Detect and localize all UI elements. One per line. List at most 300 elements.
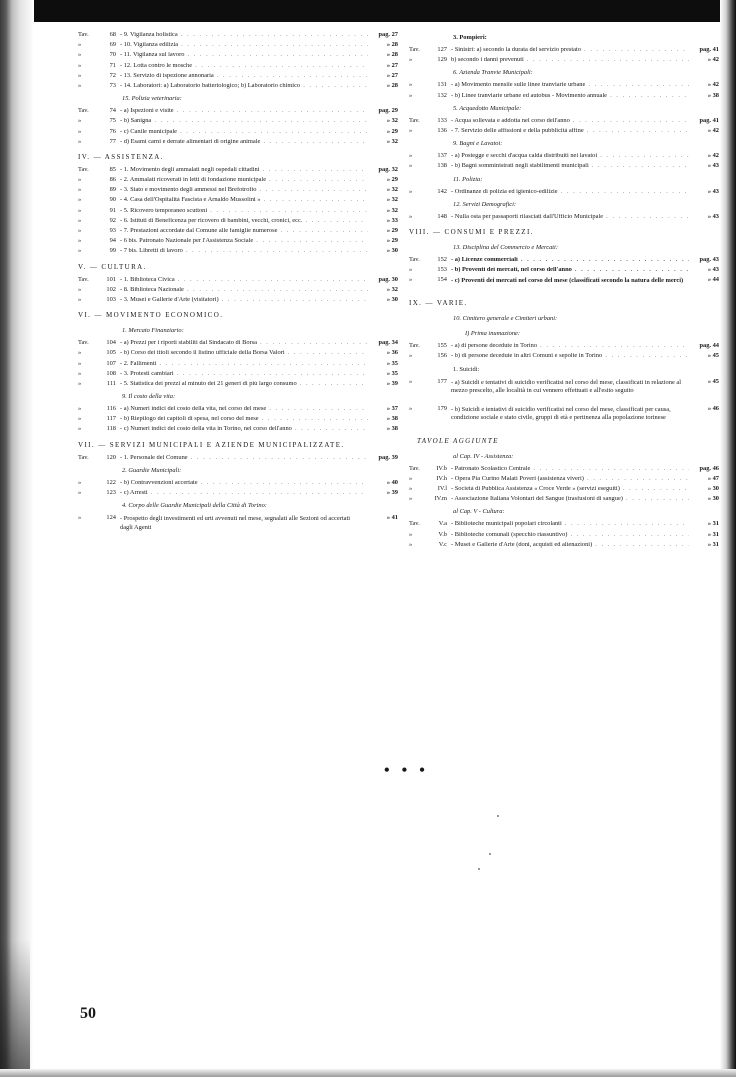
table-number: 86 bbox=[109, 176, 116, 184]
index-entry bbox=[78, 177, 398, 187]
page-reference: » 41 bbox=[386, 514, 398, 522]
index-entry bbox=[78, 490, 398, 500]
page-reference: » 38 bbox=[386, 425, 398, 433]
index-entry bbox=[409, 57, 719, 67]
table-prefix: » bbox=[78, 349, 82, 357]
index-entry bbox=[409, 163, 719, 173]
index-entry bbox=[409, 486, 719, 496]
table-prefix: » bbox=[78, 478, 82, 486]
section-heading: TAVOLE AGGIUNTE bbox=[417, 436, 499, 445]
table-prefix: » bbox=[78, 41, 82, 49]
entry-title: - d) Esami carni e derrate alimentari di origine animale . . . bbox=[120, 139, 368, 145]
subsection-heading: 4. Corpo delle Guardie Municipali della Città di Torino: bbox=[122, 502, 267, 510]
table-number: 133 bbox=[437, 116, 447, 124]
table-prefix: Tav. bbox=[78, 31, 89, 38]
index-entry bbox=[409, 257, 719, 267]
index-entry bbox=[78, 287, 398, 297]
scan-speck bbox=[497, 815, 499, 817]
page-reference: » 28 bbox=[386, 41, 398, 49]
table-number: 69 bbox=[109, 41, 116, 49]
entry-title: - c) Proventi dei mercati nel corso del mese (classificati secondo la natura delle merci) bbox=[451, 277, 684, 285]
page-reference: pag. 29 bbox=[378, 107, 398, 115]
table-prefix: » bbox=[409, 56, 413, 64]
table-number: 120 bbox=[106, 453, 116, 461]
index-entry bbox=[78, 139, 398, 149]
scan-speck bbox=[489, 853, 491, 855]
index-entry bbox=[78, 63, 398, 73]
index-entry bbox=[78, 73, 398, 83]
table-number: 89 bbox=[109, 186, 116, 194]
entry-title: - 6. Istituti di Beneficenza per ricovero di bambini, vecchi, cronici, ecc. . . . bbox=[120, 218, 368, 224]
index-entry bbox=[409, 379, 719, 406]
entry-title: - b) Bagni somministrati negli stabilimenti municipali . . . bbox=[451, 163, 689, 169]
entry-title: - a) Suicidi e tentativi di suicidio verificatisi nel corso del mese, classificati in relazione al mezzo prescelto, alle località in cui vennero effettuati e all'esito seguito bbox=[451, 378, 681, 395]
table-prefix: Tav. bbox=[78, 453, 89, 461]
table-prefix: » bbox=[409, 212, 413, 220]
index-entry bbox=[409, 353, 719, 363]
index-entry bbox=[78, 340, 398, 350]
page-reference: » 31 bbox=[707, 520, 719, 528]
page-reference: pag. 39 bbox=[378, 453, 398, 461]
page-reference: » 45 bbox=[707, 352, 719, 360]
entry-title: - Nulla osta per passaporti rilasciati dall'Ufficio Municipale . . . bbox=[451, 214, 689, 220]
index-entry bbox=[409, 277, 719, 295]
table-prefix: » bbox=[78, 359, 82, 367]
page-reference: » 30 bbox=[386, 247, 398, 255]
page-reference: » 42 bbox=[707, 56, 719, 64]
page-reference: pag. 32 bbox=[378, 165, 398, 173]
entry-title: - Opera Pia Curino Malati Poveri (assistenza viveri) . . . bbox=[451, 476, 689, 482]
table-number: 111 bbox=[106, 379, 116, 387]
index-entry bbox=[78, 118, 398, 128]
table-number: 108 bbox=[106, 369, 116, 377]
entry-title: - 3. Musei e Gallerie d'Arte (visitatori) . . . bbox=[120, 297, 368, 303]
page-reference: pag. 41 bbox=[699, 46, 719, 53]
table-number: IV.h bbox=[436, 474, 447, 482]
scan-top-border bbox=[0, 0, 736, 22]
index-entry bbox=[78, 426, 398, 436]
page-reference: » 31 bbox=[707, 540, 719, 548]
entry-title: - 2. Ammalati ricoverati in letti di fondazione municipale . . . bbox=[120, 177, 368, 183]
table-number: 116 bbox=[106, 405, 116, 413]
table-number: 102 bbox=[106, 285, 116, 293]
scan-right-border bbox=[720, 0, 736, 1077]
table-number: 99 bbox=[109, 247, 116, 255]
entry-title: - 1. Biblioteca Civica . . . bbox=[120, 277, 368, 283]
table-prefix: » bbox=[78, 405, 82, 413]
table-prefix: » bbox=[78, 379, 82, 387]
entry-title: - b) Corso dei titoli secondo il listino ufficiale della Borsa Valori . . . bbox=[120, 350, 368, 356]
table-number: 70 bbox=[109, 51, 116, 59]
index-entry bbox=[409, 267, 719, 277]
table-prefix: » bbox=[409, 276, 413, 284]
entry-title: - 10. Vigilanza edilizia . . . bbox=[120, 42, 368, 48]
table-number: 127 bbox=[437, 46, 447, 53]
entry-title: - 11. Vigilanza sul lavoro . . . bbox=[120, 52, 368, 58]
index-entry bbox=[78, 480, 398, 490]
table-prefix: Tav. bbox=[409, 46, 420, 53]
page-reference: » 30 bbox=[707, 495, 719, 503]
table-prefix: » bbox=[409, 126, 413, 134]
index-entry bbox=[78, 83, 398, 93]
page-reference: » 43 bbox=[707, 187, 719, 195]
table-prefix: » bbox=[409, 474, 413, 482]
entry-title: - a) di persone decedute in Torino . . . bbox=[451, 343, 689, 349]
entry-title: - Ordinanze di polizia ed igienico-edilizie . . . bbox=[451, 189, 689, 195]
section-heading: V. — CULTURA. bbox=[78, 262, 147, 271]
table-prefix: » bbox=[78, 206, 82, 214]
index-entry bbox=[78, 406, 398, 416]
index-entry bbox=[78, 228, 398, 238]
table-number: 155 bbox=[437, 342, 447, 350]
page-reference: » 42 bbox=[707, 126, 719, 134]
entry-title: - a) Postegge e secchi d'acqua calda distribuiti nei lavatoi . . . bbox=[451, 153, 689, 159]
page-reference: » 33 bbox=[386, 216, 398, 224]
table-prefix: Tav. bbox=[78, 339, 89, 347]
index-entry bbox=[78, 129, 398, 139]
page-reference: » 32 bbox=[386, 196, 398, 204]
subsection-heading: 13. Disciplina del Commercio e Mercati: bbox=[453, 243, 558, 251]
table-number: 94 bbox=[109, 237, 116, 245]
table-prefix: Tav. bbox=[409, 342, 420, 350]
table-prefix: » bbox=[409, 352, 413, 360]
table-prefix: » bbox=[78, 295, 82, 303]
subsection-heading: 1. Mercato Finanziario: bbox=[122, 327, 184, 335]
table-number: 123 bbox=[106, 489, 116, 496]
entry-title: - Associazione Italiana Volontari del Sangue (trasfusioni di sangue) . . . bbox=[451, 496, 689, 502]
table-number: 148 bbox=[437, 212, 447, 220]
index-entry bbox=[78, 350, 398, 360]
page-reference: pag. 30 bbox=[378, 275, 398, 283]
table-prefix: » bbox=[78, 196, 82, 204]
page-reference: » 29 bbox=[386, 176, 398, 184]
table-prefix: Tav. bbox=[409, 520, 420, 528]
table-number: V.c bbox=[438, 540, 447, 548]
table-number: 68 bbox=[109, 31, 116, 38]
entry-title: - 9. Vigilanza holistica . . . bbox=[120, 32, 368, 38]
index-entry bbox=[78, 167, 398, 177]
page-number: 50 bbox=[80, 1005, 96, 1022]
subsection-heading: 10. Cimitero generale e Cimiteri urbani: bbox=[453, 315, 558, 323]
index-entry bbox=[78, 248, 398, 258]
page-reference: » 27 bbox=[386, 71, 398, 79]
entry-title: - 7. Servizio delle affissioni e della pubblicità affine . . . bbox=[451, 128, 689, 134]
page-reference: » 37 bbox=[386, 405, 398, 413]
page-reference: » 35 bbox=[386, 369, 398, 377]
page-reference: » 42 bbox=[707, 81, 719, 89]
table-number: 105 bbox=[106, 349, 116, 357]
page-reference: » 38 bbox=[386, 415, 398, 423]
entry-title: - 3. Stato e movimento degli ammessi nel Brefotrofio . . . bbox=[120, 187, 368, 193]
section-heading: IX. — VARIE. bbox=[409, 299, 468, 308]
entry-title: - Patronato Scolastico Centrale . . . bbox=[451, 466, 689, 472]
index-entry bbox=[78, 277, 398, 287]
table-prefix: » bbox=[409, 404, 413, 412]
page-reference: » 35 bbox=[386, 359, 398, 367]
table-number: IV.l bbox=[437, 485, 447, 492]
table-prefix: » bbox=[409, 485, 413, 492]
entry-title: - 7 bis. Libretti di lavoro . . . bbox=[120, 248, 368, 254]
table-number: 73 bbox=[109, 81, 116, 89]
table-number: 85 bbox=[109, 165, 116, 173]
table-prefix: » bbox=[78, 61, 82, 69]
page-reference: » 32 bbox=[386, 186, 398, 194]
entry-title: b) secondo i danni prevenuti . . . bbox=[451, 57, 689, 63]
page-reference: » 29 bbox=[386, 237, 398, 245]
index-entry bbox=[78, 371, 398, 381]
entry-title: - 6 bis. Patronato Nazionale per l'Assistenza Sociale . . . bbox=[120, 238, 368, 244]
page-reference: pag. 46 bbox=[699, 464, 719, 472]
page-reference: » 32 bbox=[386, 137, 398, 145]
scan-speck bbox=[478, 868, 480, 870]
page-reference: » 36 bbox=[386, 349, 398, 357]
page-reference: » 43 bbox=[707, 162, 719, 170]
index-entry bbox=[78, 208, 398, 218]
section-heading: IV. — ASSISTENZA. bbox=[78, 152, 164, 161]
table-number: 122 bbox=[106, 478, 116, 486]
table-number: 77 bbox=[109, 137, 116, 145]
table-number: 138 bbox=[437, 162, 447, 170]
page-reference: pag. 27 bbox=[378, 31, 398, 38]
scan-bottom-border bbox=[0, 1069, 736, 1077]
subsection-heading: 9. Il costo della vita: bbox=[122, 393, 176, 401]
page-reference: » 32 bbox=[386, 117, 398, 125]
entry-title: - Prospetto degli investimenti ed urti avvenuti nel mese, segnalati alle Sezioni od accertati dagli Agenti bbox=[120, 515, 350, 531]
table-number: 74 bbox=[109, 107, 116, 115]
subsection-heading: 11. Polizia: bbox=[453, 175, 483, 183]
index-entry bbox=[409, 521, 719, 531]
table-prefix: » bbox=[78, 216, 82, 224]
entry-title: - Società di Pubblica Assistenza « Croce Verde » (servizi eseguiti) . . . bbox=[451, 486, 689, 492]
index-entry bbox=[78, 361, 398, 371]
entry-title: - b) Proventi dei mercati, nel corso dell'anno . . . bbox=[451, 267, 689, 273]
index-entry bbox=[78, 515, 398, 533]
page-reference: » 42 bbox=[707, 152, 719, 160]
table-number: 76 bbox=[109, 127, 116, 135]
table-prefix: » bbox=[78, 514, 82, 522]
table-prefix: Tav. bbox=[409, 464, 420, 472]
table-number: 117 bbox=[106, 415, 116, 423]
table-number: 107 bbox=[106, 359, 116, 367]
subsection-heading: 3. Pompieri: bbox=[453, 34, 487, 41]
table-number: 75 bbox=[109, 117, 116, 125]
subsection-heading: 9. Bagni e Lavatoi: bbox=[453, 140, 503, 148]
entry-title: - 1. Personale del Comune . . . bbox=[120, 455, 368, 461]
table-number: 104 bbox=[106, 339, 116, 347]
table-number: 124 bbox=[106, 514, 116, 522]
entry-title: - a) Movimento mensile sulle linee tranviarie urbane . . . bbox=[451, 82, 689, 88]
entry-title: - 14. Laboratori: a) Laboratorio batteriologico; b) Laboratorio chimico . . . bbox=[120, 83, 368, 89]
table-number: 152 bbox=[437, 255, 447, 263]
index-entry bbox=[409, 47, 719, 57]
page-reference: » 44 bbox=[707, 276, 719, 284]
table-prefix: » bbox=[78, 137, 82, 145]
table-number: 153 bbox=[437, 266, 447, 274]
table-prefix: » bbox=[409, 187, 413, 195]
table-prefix: Tav. bbox=[78, 275, 89, 283]
index-entry bbox=[78, 42, 398, 52]
entry-title: - 5. Ricovero temporaneo scuttoni . . . bbox=[120, 208, 368, 214]
table-prefix: » bbox=[409, 266, 413, 274]
table-prefix: » bbox=[78, 369, 82, 377]
table-prefix: » bbox=[409, 540, 413, 548]
entry-title: - Biblioteche municipali popolari circolanti . . . bbox=[451, 521, 689, 527]
table-number: 101 bbox=[106, 275, 116, 283]
entry-title: - 4. Casa dell'Ospitalità Fascista e Arnaldo Mussolini » . . . bbox=[120, 197, 368, 203]
index-entry bbox=[409, 118, 719, 128]
subsection-heading: 6. Azienda Tranvie Municipali: bbox=[453, 69, 533, 77]
index-entry bbox=[78, 416, 398, 426]
entry-title: - a) Numeri indici del costo della vita, nel corso del mese . . . bbox=[120, 406, 368, 412]
page-reference: » 31 bbox=[707, 530, 719, 538]
index-entry bbox=[409, 153, 719, 163]
table-prefix: » bbox=[78, 176, 82, 184]
index-column-right bbox=[409, 32, 719, 552]
table-prefix: » bbox=[409, 81, 413, 89]
table-prefix: Tav. bbox=[409, 116, 420, 124]
index-entry bbox=[409, 128, 719, 138]
table-prefix: » bbox=[78, 81, 82, 89]
table-number: 131 bbox=[437, 81, 447, 89]
subsection-heading: 12. Servizi Demografici: bbox=[453, 200, 517, 208]
page-reference: » 32 bbox=[386, 206, 398, 214]
index-entry bbox=[78, 381, 398, 391]
table-prefix: Tav. bbox=[409, 255, 420, 263]
table-number: 156 bbox=[437, 352, 447, 360]
index-entry bbox=[409, 189, 719, 199]
table-prefix: » bbox=[78, 127, 82, 135]
entry-title: - Musei e Gallerie d'Arte (doni, acquisti ed alienazioni) . . . bbox=[451, 542, 689, 548]
index-entry bbox=[409, 542, 719, 552]
table-number: 136 bbox=[437, 126, 447, 134]
page-reference: » 29 bbox=[386, 127, 398, 135]
subsection-heading: 1. Suicidi: bbox=[453, 365, 480, 373]
index-entry bbox=[78, 32, 398, 42]
page-reference: pag. 34 bbox=[378, 339, 398, 347]
table-number: 177 bbox=[437, 377, 447, 385]
section-heading: VIII. — CONSUMI E PREZZI. bbox=[409, 227, 534, 236]
table-prefix: » bbox=[409, 91, 413, 99]
entry-title: - Acqua sollevata e addotta nel corso dell'anno . . . bbox=[451, 118, 689, 124]
table-prefix: » bbox=[78, 237, 82, 245]
entry-title: - 8. Biblioteca Nazionale . . . bbox=[120, 287, 368, 293]
table-prefix: » bbox=[78, 285, 82, 293]
table-prefix: » bbox=[78, 415, 82, 423]
entry-title: - 13. Servizio di ispezione annonaria . . . bbox=[120, 73, 368, 79]
table-prefix: » bbox=[409, 530, 413, 538]
table-number: 103 bbox=[106, 295, 116, 303]
subsection-heading: I) Prima inumazione: bbox=[465, 330, 521, 338]
page-reference: » 38 bbox=[707, 91, 719, 99]
table-prefix: » bbox=[409, 152, 413, 160]
index-entry bbox=[409, 496, 719, 506]
table-prefix: » bbox=[78, 51, 82, 59]
page-reference: » 39 bbox=[386, 489, 398, 496]
page-reference: » 29 bbox=[386, 227, 398, 234]
table-prefix: » bbox=[78, 489, 82, 496]
table-number: 132 bbox=[437, 91, 447, 99]
page-reference: » 40 bbox=[386, 478, 398, 486]
page-reference: pag. 41 bbox=[699, 116, 719, 124]
table-number: 154 bbox=[437, 276, 447, 284]
table-prefix: » bbox=[78, 71, 82, 79]
entry-title: - b) di persone decedute in altri Comuni e sepolte in Torino . . . bbox=[451, 353, 689, 359]
table-prefix: » bbox=[409, 495, 413, 503]
section-heading: VI. — MOVIMENTO ECONOMICO. bbox=[78, 311, 224, 320]
entry-title: - a) Ispezioni e visite . . . bbox=[120, 108, 368, 114]
table-prefix: Tav. bbox=[78, 107, 89, 115]
page-reference: » 39 bbox=[386, 379, 398, 387]
page-reference: » 43 bbox=[707, 212, 719, 220]
index-entry bbox=[409, 466, 719, 476]
entry-title: - Biblioteche comunali (specchio riassuntivo) . . . bbox=[451, 532, 689, 538]
table-prefix: » bbox=[409, 162, 413, 170]
entry-title: - 3. Protesti cambiari . . . bbox=[120, 371, 368, 377]
page-reference: » 30 bbox=[707, 485, 719, 492]
entry-title: - b) Riepilogo dei capitoli di spesa, nel corso del mese . . . bbox=[120, 416, 368, 422]
page-reference: » 46 bbox=[707, 404, 719, 412]
table-number: 92 bbox=[109, 216, 116, 224]
entry-title: - c) Arresti . . . bbox=[120, 490, 368, 496]
entry-title: - b) Contravvenzioni accertate . . . bbox=[120, 480, 368, 486]
index-entry bbox=[409, 406, 719, 433]
index-entry bbox=[409, 476, 719, 486]
table-number: 72 bbox=[109, 71, 116, 79]
subsection-heading: 15. Polizia veterinaria: bbox=[122, 95, 182, 103]
index-entry bbox=[409, 343, 719, 353]
index-entry bbox=[78, 238, 398, 248]
entry-title: - Sinistri: a) secondo la durata del servizio prestato . . . bbox=[451, 47, 689, 53]
page-reference: » 30 bbox=[386, 295, 398, 303]
entry-title: - a) Prezzi per i riporti stabiliti dal Sindacato di Borsa . . . bbox=[120, 340, 368, 346]
table-number: IV.b bbox=[436, 464, 447, 472]
binding-gutter bbox=[0, 0, 34, 1077]
entry-title: - c) Canile municipale . . . bbox=[120, 129, 368, 135]
end-ornament: • • • bbox=[384, 762, 429, 779]
index-entry bbox=[78, 52, 398, 62]
page-reference: pag. 44 bbox=[699, 342, 719, 350]
index-entry bbox=[78, 297, 398, 307]
entry-title: - a) Licenze commerciali . . . bbox=[451, 257, 689, 263]
subsection-heading: al Cap. V - Cultura: bbox=[453, 508, 505, 516]
table-prefix: Tav. bbox=[78, 165, 89, 173]
entry-title: - b) Suicidi e tentativi di suicidio verificatisi nel corso del mese, classificati per causa, condizione sociale e stato civile, gruppi di età e pertinenza alla popolazione torinese bbox=[451, 405, 671, 422]
table-number: 129 bbox=[437, 56, 447, 64]
section-heading: VII. — SERVIZI MUNICIPALI E AZIENDE MUNICIPALIZZATE. bbox=[78, 440, 345, 449]
index-entry bbox=[409, 93, 719, 103]
entry-title: - b) Linee tranviarie urbane ed autobus - Movimento annuale . . . bbox=[451, 93, 689, 99]
index-entry bbox=[409, 214, 719, 224]
page-reference: » 45 bbox=[707, 377, 719, 385]
index-entry bbox=[78, 218, 398, 228]
table-prefix: » bbox=[78, 227, 82, 234]
page-reference: » 32 bbox=[386, 285, 398, 293]
page-reference: » 43 bbox=[707, 266, 719, 274]
table-number: V.a bbox=[438, 520, 447, 528]
entry-title: - 5. Statistica dei prezzi al minuto dei 21 generi di più largo consumo . . . bbox=[120, 381, 368, 387]
page-reference: pag. 43 bbox=[699, 255, 719, 263]
table-number: 118 bbox=[106, 425, 116, 433]
index-column-left bbox=[78, 32, 398, 533]
index-entry bbox=[78, 455, 398, 465]
index-entry bbox=[78, 187, 398, 197]
table-number: 179 bbox=[437, 404, 447, 412]
table-prefix: » bbox=[78, 425, 82, 433]
table-number: IV.m bbox=[434, 495, 447, 503]
entry-title: - 1. Movimento degli ammalati negli ospedali cittadini . . . bbox=[120, 167, 368, 173]
page-reference: » 28 bbox=[386, 81, 398, 89]
entry-title: - 7. Prestazioni accordate dal Comune alle famiglie numerose . . . bbox=[120, 228, 368, 234]
